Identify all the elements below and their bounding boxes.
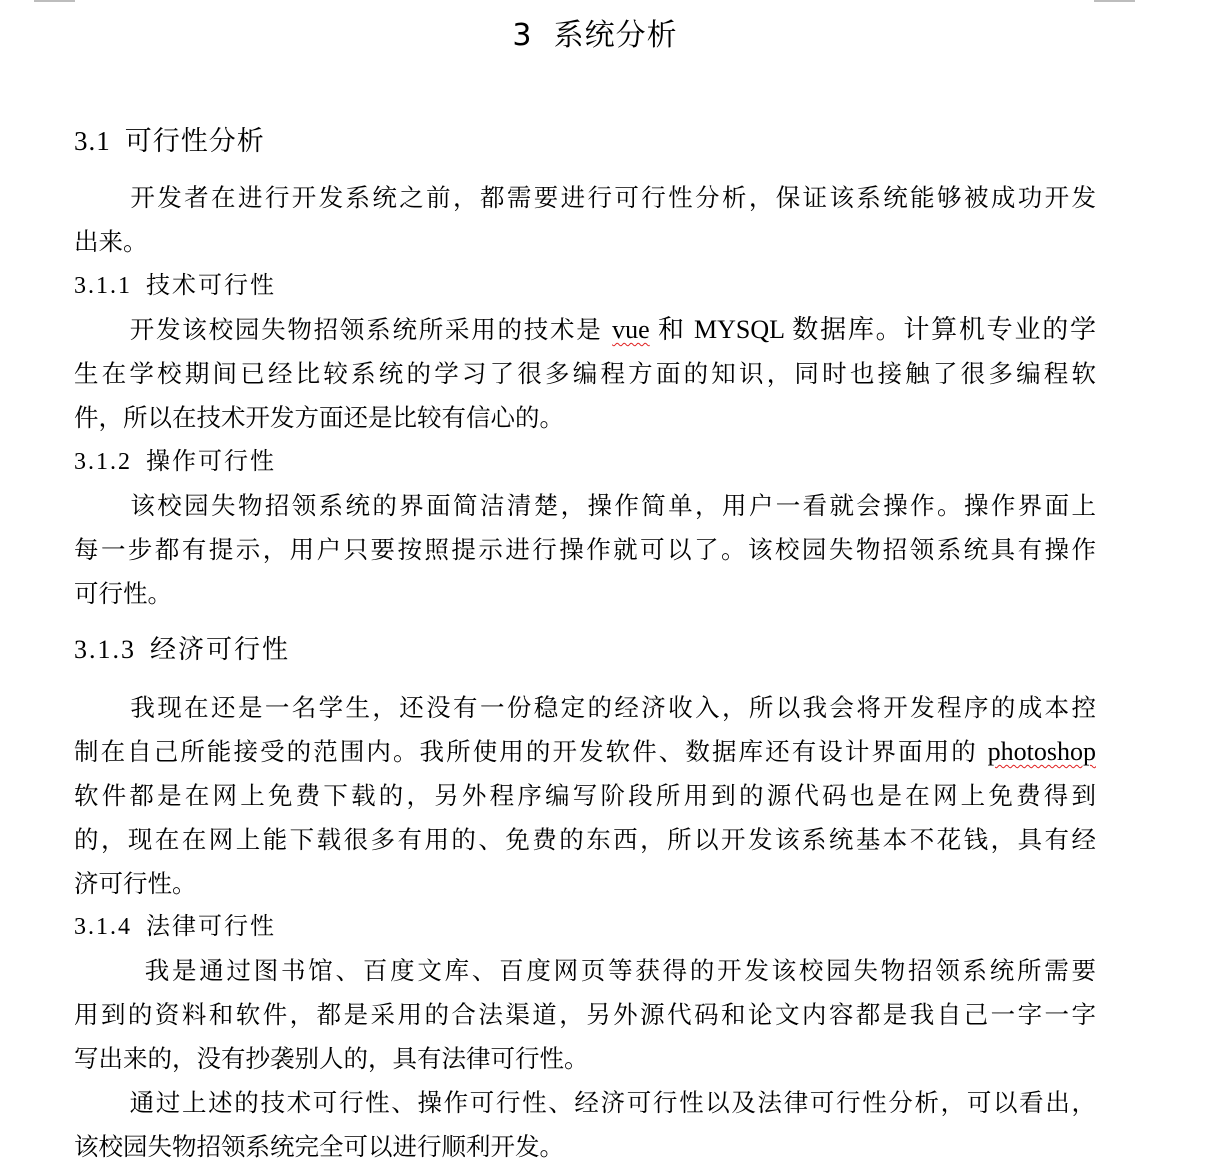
paragraph-line: 该校园失物招领系统完全可以进行顺利开发。 (74, 1132, 564, 1161)
section-heading-3-1 (74, 121, 265, 162)
paragraph-line: 我现在还是一名学生，还没有一份稳定的经济收入，所以我会将开发程序的成本控 (128, 693, 1096, 722)
paragraph-line: 每一步都有提示，用户只要按照提示进行操作就可以了。该校园失物招领系统具有操作 (74, 535, 1096, 564)
paragraph-line: 开发该校园失物招领系统所采用的技术是 vue 和 MYSQL 数据库。计算机专业的学 (128, 315, 1096, 344)
paragraph-line: 出来。 (74, 227, 148, 256)
paragraph-line: 济可行性。 (74, 869, 197, 898)
section-intro-paragraph (74, 176, 1096, 264)
subsection-heading-3-1-1: 3.1.1 技术可行性 (74, 271, 276, 299)
section-number: 3.1 (74, 126, 111, 156)
paragraph-line: 我是通过图书馆、百度文库、百度网页等获得的开发该校园失物招领系统所需要 (142, 956, 1096, 985)
section-title: 可行性分析 (124, 126, 265, 157)
paragraph-line: 通过上述的技术可行性、操作可行性、经济可行性以及法律可行性分析，可以看出， (128, 1088, 1096, 1117)
conclusion-paragraph (74, 1081, 1096, 1169)
subsection-heading-3-1-4: 3.1.4 法律可行性 (74, 912, 276, 940)
paragraph-line: 写出来的，没有抄袭别人的，具有法律可行性。 (74, 1044, 589, 1073)
economic-feasibility-paragraph (74, 686, 1096, 906)
paragraph-line: 可行性。 (74, 579, 172, 608)
legal-feasibility-paragraph (74, 949, 1096, 1081)
paragraph-line: 生在学校期间已经比较系统的学习了很多编程方面的知识，同时也接触了很多编程软 (74, 359, 1096, 388)
paragraph-line: 开发者在进行开发系统之前，都需要进行可行性分析，保证该系统能够被成功开发 (128, 183, 1096, 212)
paragraph-line: 件，所以在技术开发方面还是比较有信心的。 (74, 403, 564, 432)
paragraph-line: 用到的资料和软件，都是采用的合法渠道，另外源代码和论文内容都是我自己一字一字 (74, 1000, 1096, 1029)
subsection-heading-3-1-2: 3.1.2 操作可行性 (74, 447, 276, 475)
operational-feasibility-paragraph (74, 484, 1096, 616)
spellcheck-flagged-word[interactable]: vue (612, 315, 650, 344)
page-corner-mark-right (1094, 0, 1135, 2)
page-corner-mark-left (34, 0, 75, 2)
chapter-title-text: 系统分析 (553, 18, 678, 53)
chapter-number: 3 (512, 18, 533, 53)
subsection-heading-3-1-3: 3.1.3 经济可行性 (74, 635, 291, 665)
chapter-title (84, 14, 1106, 58)
paragraph-line: 的，现在在网上能下载很多有用的、免费的东西，所以开发该系统基本不花钱，具有经 (74, 825, 1096, 854)
paragraph-line: 制在自己所能接受的范围内。我所使用的开发软件、数据库还有设计界面用的 photoshop (74, 737, 1096, 766)
paragraph-line: 软件都是在网上免费下载的，另外程序编写阶段所用到的源代码也是在网上免费得到 (74, 781, 1096, 810)
spellcheck-flagged-word[interactable]: photoshop (987, 737, 1096, 766)
technical-feasibility-paragraph (74, 308, 1096, 440)
paragraph-line: 该校园失物招领系统的界面简洁清楚，操作简单，用户一看就会操作。操作界面上 (128, 491, 1096, 520)
